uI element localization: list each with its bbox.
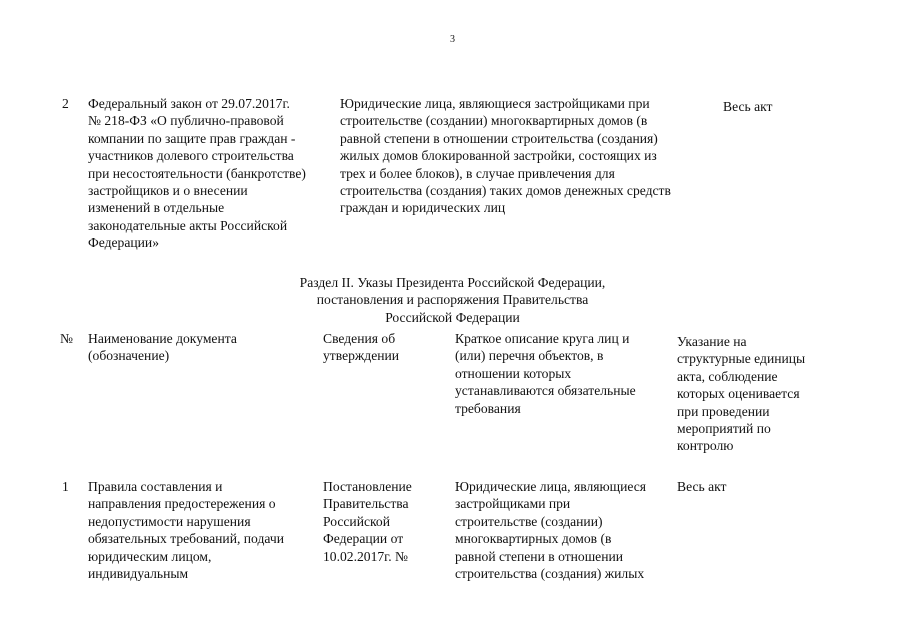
header-scope-line: мероприятий по [677,421,771,437]
law-title-line: Федерации» [88,235,159,251]
header-approval [323,330,399,365]
header-name-line: Наименование документа [88,331,237,346]
header-approval-line: утверждении [323,348,400,364]
rules-scope-text: Весь акт [677,479,727,494]
rules-name [88,478,284,582]
law-title [88,95,306,252]
law-description-line: равной степени в отношении строительства (создания) [340,130,658,146]
header-scope-line: которых оценивается [677,386,800,402]
rules-approval-line: Правительства [323,496,409,512]
rules-description-line: Юридические лица, являющиеся [455,479,647,494]
rules-approval-line: Постановление [323,479,412,494]
header-description-line: требования [455,400,521,416]
rules-approval-line: 10.02.2017г. № [323,548,408,564]
header-description-line: устанавливаются обязательные [455,383,636,399]
law-title-line: компании по защите прав граждан - [88,130,296,146]
header-scope [677,333,805,455]
rules-scope [677,478,726,495]
law-scope-text: Весь акт [723,99,773,114]
rules-name-line: индивидуальным [88,566,189,582]
header-description [455,330,636,417]
row-number-text: 1 [62,479,69,494]
rules-name-line: недопустимости нарушения [88,513,251,529]
rules-name-line: обязательных требований, подачи [88,531,284,547]
law-description-line: строительстве (создании) многоквартирных домов (в [340,113,648,129]
section-title-line: Российской Федерации [385,309,520,325]
rules-approval-line: Федерации от [323,531,404,547]
header-scope-line: Указание на [677,334,747,349]
law-title-line: при несостоятельности (банкротстве) [88,165,306,181]
law-title-line: № 218-ФЗ «О публично-правовой [88,113,284,129]
section-title [0,274,905,326]
page-number: 3 [450,34,455,45]
rules-name-line: юридическим лицом, [88,548,212,564]
law-description-line: граждан и юридических лиц [340,200,506,216]
rules-description-line: строительстве (создании) [455,513,603,529]
law-description-line: трех и более блоков), в случае привлечения для [340,165,615,181]
law-title-line: изменений в отдельные [88,200,225,216]
header-scope-line: контролю [677,438,734,454]
row-number [62,478,69,495]
rules-description [455,478,646,582]
law-title-line: законодательные акты Российской [88,217,288,233]
rules-name-line: направления предостережения о [88,496,276,512]
header-description-line: Краткое описание круга лиц и [455,331,630,346]
law-scope [723,98,772,115]
header-scope-line: акта, соблюдение [677,368,778,384]
rules-description-line: многоквартирных домов (в [455,531,612,547]
law-description [340,95,671,217]
law-title-line: участников долевого строительства [88,148,294,164]
rules-approval-line: Российской [323,513,390,529]
header-number [60,330,73,347]
header-name [88,330,237,365]
header-description-line: (или) перечня объектов, в [455,348,604,364]
header-approval-line: Сведения об [323,331,396,346]
section-title-line: Раздел II. Указы Президента Российской Федерации, [299,275,606,290]
law-description-line: Юридические лица, являющиеся застройщиками при [340,96,650,111]
rules-description-line: застройщиками при [455,496,571,512]
rules-name-line: Правила составления и [88,479,223,494]
header-number-text: № [60,331,73,346]
header-scope-line: при проведении [677,403,770,419]
header-name-line: (обозначение) [88,348,170,364]
law-description-line: жилых домов блокированной застройки, состоящих из [340,148,657,164]
rules-description-line: строительства (создания) жилых [455,566,645,582]
row-number-text: 2 [62,96,69,111]
header-scope-line: структурные единицы [677,351,806,367]
section-title-line: постановления и распоряжения Правительства [316,292,589,308]
rules-approval [323,478,412,565]
rules-description-line: равной степени в отношении [455,548,624,564]
header-description-line: отношении которых [455,365,572,381]
law-title-line: застройщиков и о внесении [88,183,248,199]
law-description-line: строительства (создания) таких домов денежных средств [340,183,671,199]
row-number [62,95,69,112]
law-title-line: Федеральный закон от 29.07.2017г. [88,96,290,111]
